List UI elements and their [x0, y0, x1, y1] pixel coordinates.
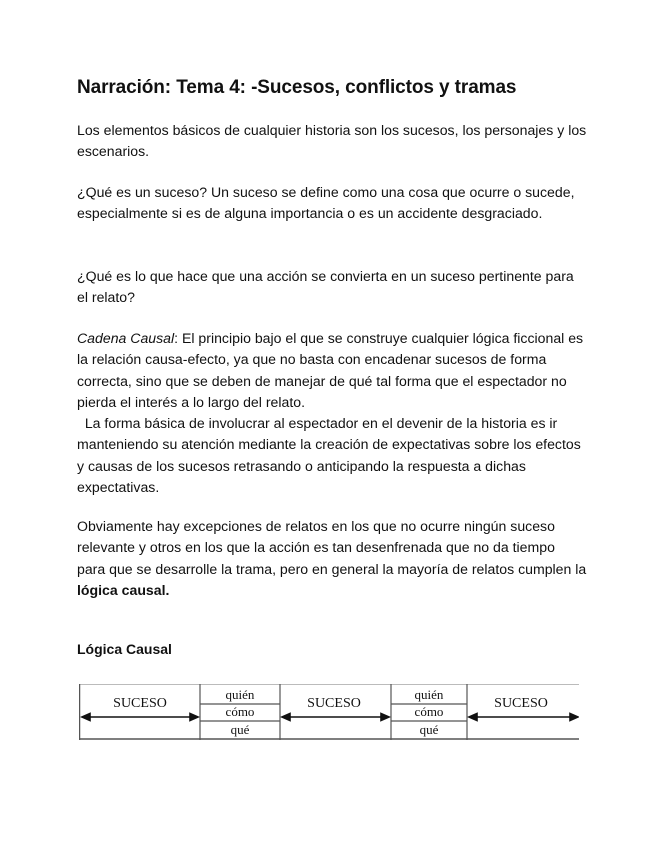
double-arrow-icon: [282, 714, 389, 721]
connector-label-que: qué: [230, 722, 250, 737]
expectation-text: La forma básica de involucrar al espectador en el devenir de la historia es ir manteniendo su atención mediante la creación de expectativas sobre los efectos y causas de los sucesos retrasando o anticipando la respuesta a dichas expectativas.: [77, 415, 581, 496]
causal-logic-diagram: [79, 684, 579, 740]
suceso-definition-paragraph: ¿Qué es un suceso? Un suceso se define como una cosa que ocurre o sucede, especialmente si es de alguna importancia o es un accidente desgraciado.: [77, 184, 575, 222]
connector-label-quien: quién: [414, 687, 444, 702]
connector-label-quien: quién: [225, 687, 255, 702]
suceso-label: SUCESO: [307, 696, 361, 711]
connector-label-como: cómo: [414, 704, 444, 719]
causal-chain-term: Cadena Causal: [77, 330, 175, 346]
suceso-label: SUCESO: [113, 696, 167, 711]
causal-chain-text: : El principio bajo el que se construye cualquier lógica ficcional es la relación causa-efecto, ya que no basta con encadenar sucesos de forma correcta, sino que se deben de manejar de qué tal forma que el espectador no pierda el interés a lo largo del relato.: [77, 330, 584, 410]
section-heading: Lógica Causal: [77, 641, 172, 657]
connector-label-como: cómo: [225, 704, 255, 719]
connector-box-2: [391, 684, 467, 740]
causal-chain-paragraph: [77, 328, 587, 498]
logica-causal-bold: lógica causal.: [77, 581, 170, 598]
question-paragraph: ¿Qué es lo que hace que una acción se convierta en un suceso pertinente para el relato?: [77, 268, 574, 306]
indent-space: [77, 415, 85, 431]
exceptions-text: Obviamente hay excepciones de relatos en los que no ocurre ningún suceso relevante y otros en los que la acción es tan desenfrenada que no da tiempo para que se desarrolle la trama, pero en general la mayoría de relatos cumplen la: [77, 518, 587, 577]
connector-box-1: [200, 684, 280, 740]
suceso-label: SUCESO: [494, 696, 548, 711]
exceptions-paragraph: [77, 516, 587, 601]
page-title: Narración: Tema 4: -Sucesos, conflictos y tramas: [77, 77, 517, 98]
double-arrow-icon: [82, 714, 198, 721]
connector-label-que: qué: [419, 722, 439, 737]
double-arrow-icon: [469, 714, 578, 721]
intro-paragraph: Los elementos básicos de cualquier historia son los sucesos, los personajes y los escenarios.: [77, 122, 587, 160]
